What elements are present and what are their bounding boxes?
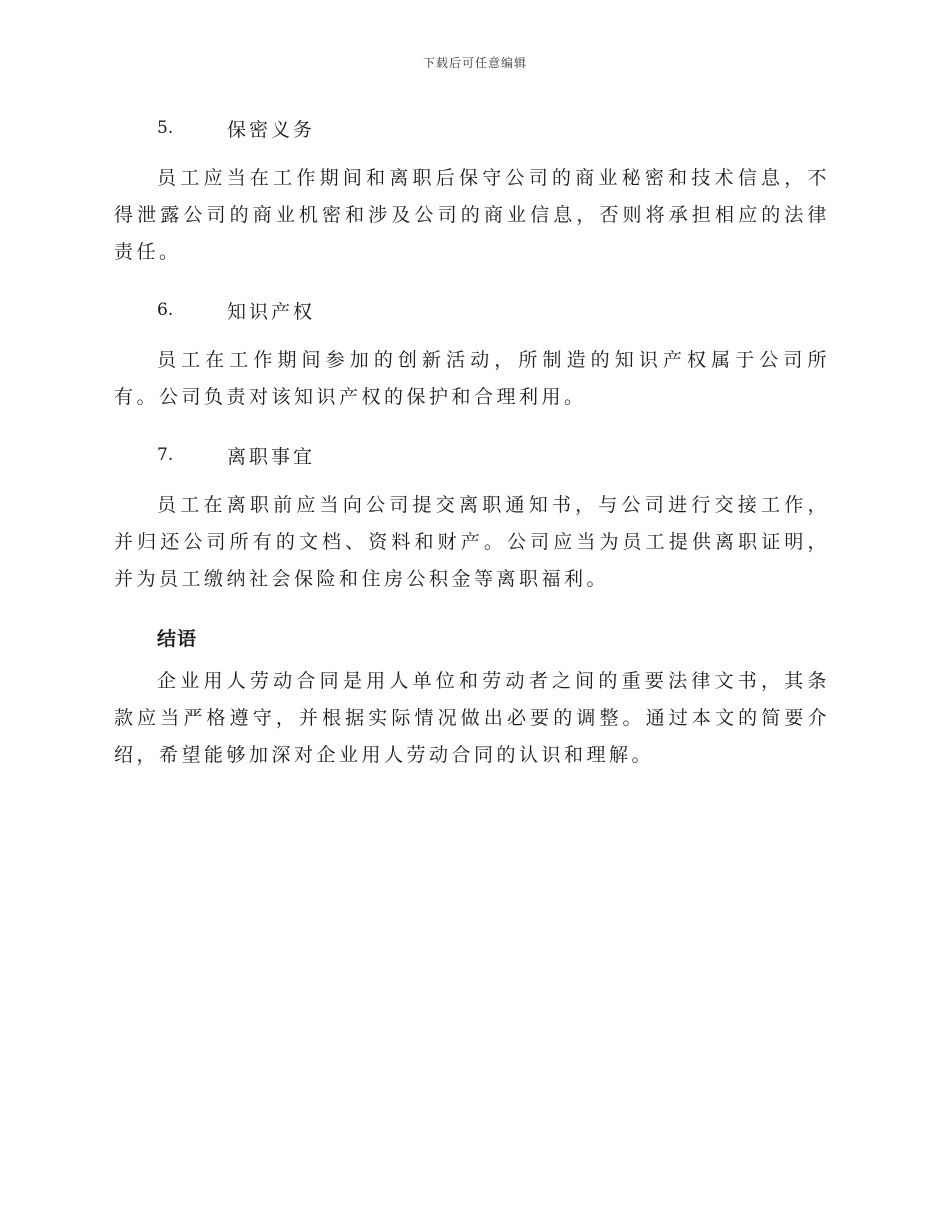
conclusion-paragraph: 企业用人劳动合同是用人单位和劳动者之间的重要法律文书，其条款应当严格遵守，并根据实际情况做出必要的调整。通过本文的简要介绍，希望能够加深对企业用人劳动合同的认识和理解。 — [114, 670, 830, 766]
document-body — [114, 110, 830, 795]
page-header: 下载后可任意编辑 — [422, 56, 527, 70]
section-heading-resignation — [114, 437, 830, 473]
section-paragraph-intellectual-property: 员工在工作期间参加的创新活动，所制造的知识产权属于公司所有。公司负责对该知识产权的保护和合理利用。 — [114, 349, 830, 408]
section-number: 6. — [157, 300, 174, 320]
conclusion-heading: 结语 — [157, 627, 198, 650]
section-heading-confidentiality — [114, 110, 830, 146]
section-title: 保密义务 — [227, 118, 316, 141]
section-title: 知识产权 — [227, 300, 316, 323]
section-number: 7. — [157, 445, 174, 465]
section-title: 离职事宜 — [227, 445, 316, 468]
section-paragraph-confidentiality: 员工应当在工作期间和离职后保守公司的商业秘密和技术信息，不得泄露公司的商业机密和涉及公司的商业信息，否则将承担相应的法律责任。 — [114, 167, 830, 263]
section-paragraph-resignation: 员工在离职前应当向公司提交离职通知书，与公司进行交接工作，并归还公司所有的文档、资料和财产。公司应当为员工提供离职证明，并为员工缴纳社会保险和住房公积金等离职福利。 — [114, 494, 830, 590]
section-number: 5. — [157, 118, 174, 138]
section-heading-intellectual-property — [114, 292, 830, 328]
